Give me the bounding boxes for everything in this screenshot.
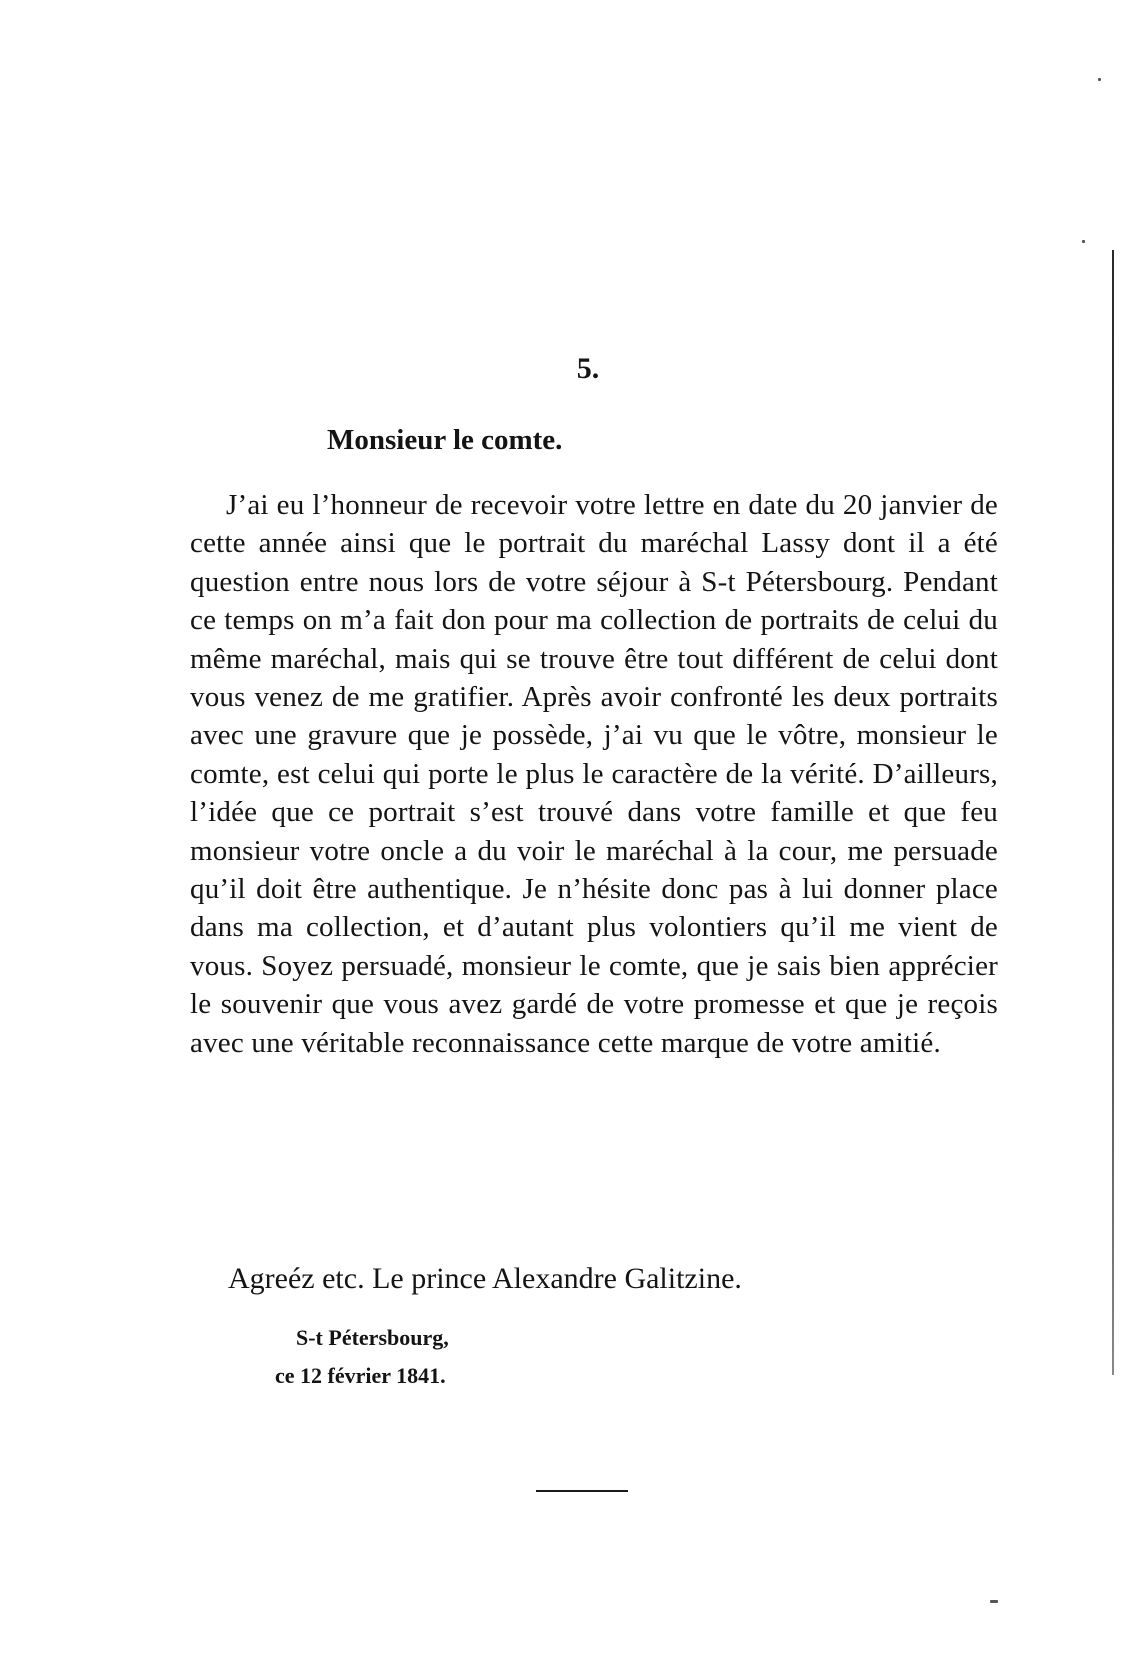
salutation: Monsieur le comte. [327,424,563,456]
letter-number: 5. [576,352,600,385]
letter-date: ce 12 février 1841. [275,1363,446,1388]
scan-speck [1098,78,1101,81]
page-edge-line [1112,250,1114,1375]
letter-body: J’ai eu l’honneur de recevoir votre lettre en date du 20 janvier de cette année ainsi que le portrait du maréchal Lassy dont il a été question entre nous lors de votre séjour à S-t Pétersbourg. Pendant ce temps on m’a fait don pour ma collection de portraits de celui du même maréchal, mais qui se trouve être tout différent de celui dont vous venez de me gratifier. Après avoir confronté les deux portraits avec une gravure que je possède, j’ai vu que le vôtre, monsieur le comte, est celui qui porte le plus le caractère de la vérité. D’ailleurs, l’idée que ce portrait s’est trouvé dans votre famille et que feu monsieur votre oncle a du voir le maréchal à la cour, me persuade qu’il doit être authentique. Je n’hésite donc pas à lui donner place dans ma collection, et d’autant plus volontiers qu’il me vient de vous. Soyez persuadé, monsieur le comte, que je sais bien apprécier le souvenir que vous avez gardé de votre promesse et que je reçois avec une véritable reconnaissance cette marque de votre amitié. [190,489,998,1059]
scan-speck [1082,240,1085,243]
closing-signature: Agreéz etc. Le prince Alexandre Galitzine. [228,1262,742,1295]
section-divider [536,1490,628,1492]
letter-place: S-t Pétersbourg, [296,1325,449,1350]
scan-speck [990,1600,998,1603]
